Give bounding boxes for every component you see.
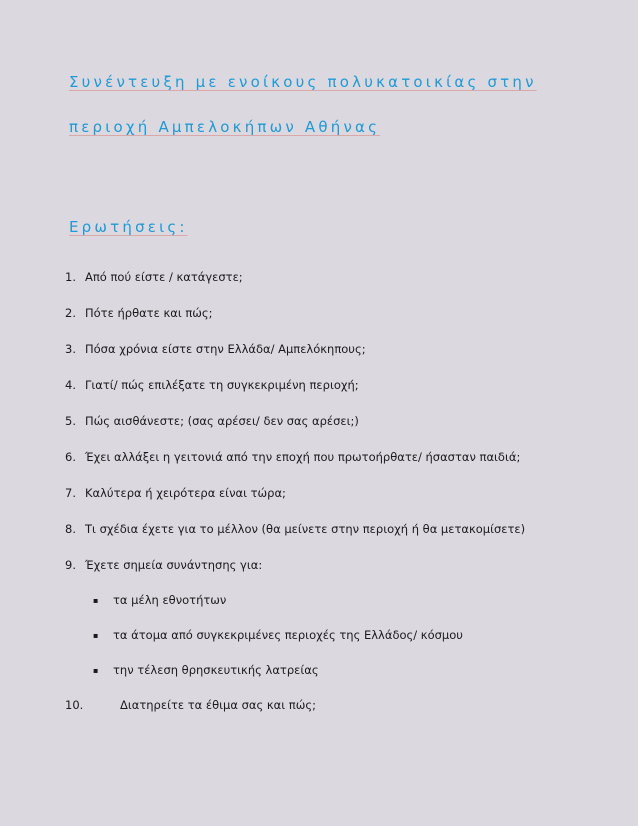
square-bullet-icon: ▪ <box>93 596 99 605</box>
question-item: 7. Καλύτερα ή χειρότερα είναι τώρα; <box>65 486 286 500</box>
square-bullet-icon: ▪ <box>93 666 99 675</box>
bullet-item: ▪ την τέλεση θρησκευτικής λατρείας <box>93 663 319 677</box>
document-title-line-2: περιοχή Αμπελοκήπων Αθήνας <box>69 118 381 136</box>
questions-heading: Ερωτήσεις: <box>69 218 188 236</box>
square-bullet-icon: ▪ <box>93 631 99 640</box>
bullet-item: ▪ τα μέλη εθνοτήτων <box>93 593 227 607</box>
question-item: 5. Πώς αισθάνεστε; (σας αρέσει/ δεν σας αρέσει;) <box>65 414 359 428</box>
question-item: 9. Έχετε σημεία συνάντησης για: <box>65 558 263 572</box>
question-item: 8. Τι σχέδια έχετε για το μέλλον (θα μείνετε στην περιοχή ή θα μετακομίσετε) <box>65 522 526 536</box>
question-item: 6. Έχει αλλάξει η γειτονιά από την εποχή που πρωτοήρθατε/ ήσασταν παιδιά; <box>65 450 521 464</box>
question-item: 4. Γιατί/ πώς επιλέξατε τη συγκεκριμένη περιοχή; <box>65 378 359 392</box>
question-item: 10. Διατηρείτε τα έθιμα σας και πώς; <box>65 698 316 712</box>
document-title-line-1: Συνέντευξη με ενοίκους πολυκατοικίας στην <box>69 73 537 91</box>
bullet-item: ▪ τα άτομα από συγκεκριμένες περιοχές της Ελλάδος/ κόσμου <box>93 628 463 642</box>
question-item: 3. Πόσα χρόνια είστε στην Ελλάδα/ Αμπελόκηπους; <box>65 342 366 356</box>
question-item: 2. Πότε ήρθατε και πώς; <box>65 306 213 320</box>
question-item: 1. Από πού είστε / κατάγεστε; <box>65 270 243 284</box>
